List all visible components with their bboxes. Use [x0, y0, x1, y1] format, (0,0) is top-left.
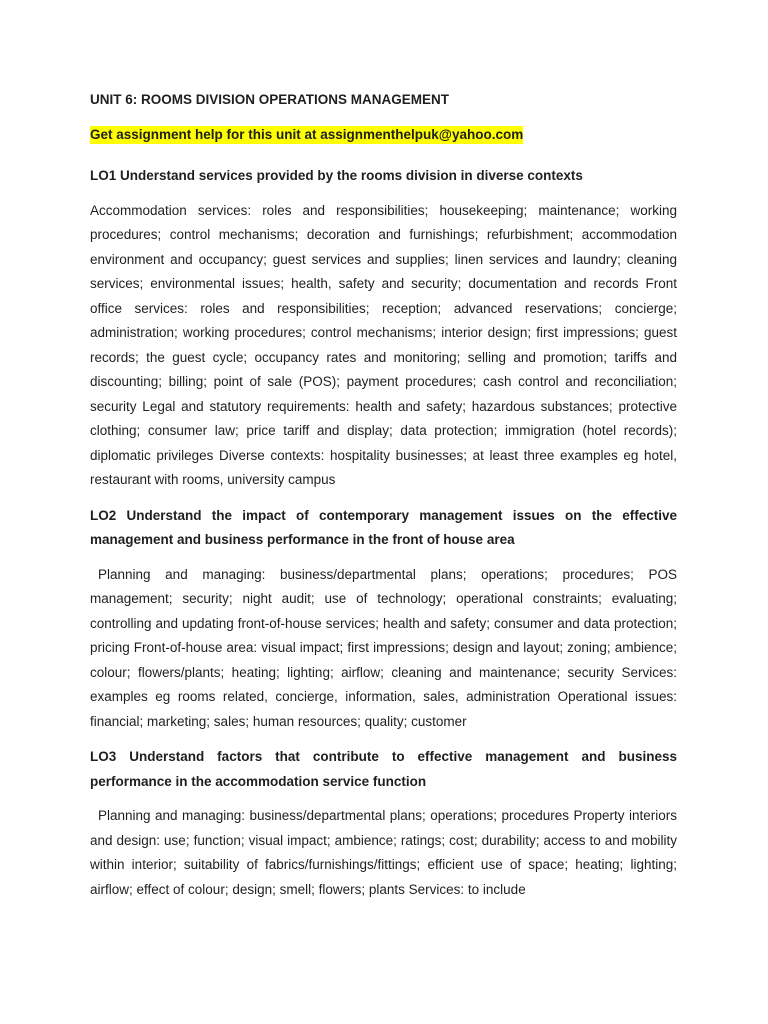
section-body-lo3: Planning and managing: business/departmental plans; operations; procedures Property interiors and design: use; function; visual impact; ambience; ratings; cost; durability; access to and mobility within interior; suitability of fabrics/furnishings/fittings; efficient use of space; heating; lighting; airflow; effect of colour; design; smell; flowers; plants Services: to include: [90, 808, 677, 897]
section-body-lo2: Planning and managing: business/departmental plans; operations; procedures; POS management; security; night audit; use of technology; operational constraints; evaluating; controlling and updating front-of-house services; health and safety; consumer and data protection; pricing Front-of-house area: visual impact; first impressions; design and layout; zoning; ambience; colour; flowers/plants; heating; lighting; airflow; cleaning and maintenance; security Services: examples eg rooms related, concierge, information, sales, administration Operational issues: financial; marketing; sales; human resources; quality; customer: [90, 566, 677, 729]
document-title: UNIT 6: ROOMS DIVISION OPERATIONS MANAGEMENT: [90, 92, 450, 107]
document-page: [90, 88, 677, 913]
section-heading-lo2: LO2 Understand the impact of contemporary management issues on the effective management and business performance in the front of house area: [90, 507, 677, 547]
section-body-lo1: Accommodation services: roles and responsibilities; housekeeping; maintenance; working procedures; control mechanisms; decoration and furnishings; refurbishment; accommodation environment and occupancy; guest services and supplies; linen services and laundry; cleaning services; environmental issues; health, safety and security; documentation and records Front office services: roles and responsibilities; reception; advanced reservations; concierge; administration; working procedures; control mechanisms; interior design; first impressions; guest records; the guest cycle; occupancy rates and monitoring; selling and promotion; tariffs and discounting; billing; point of sale (POS); payment procedures; cash control and reconciliation; security Legal and statutory requirements: health and safety; hazardous substances; protective clothing; consumer law; price tariff and display; data protection; immigration (hotel records); diplomatic privileges Diverse contexts: hospitality businesses; at least three examples eg hotel, restaurant with rooms, university campus: [90, 202, 677, 487]
section-heading-lo1: LO1 Understand services provided by the rooms division in diverse contexts: [90, 168, 583, 183]
section-heading-lo3: LO3 Understand factors that contribute to effective management and business performance in the accommodation service function: [90, 749, 677, 789]
assignment-help-highlight: Get assignment help for this unit at assignmenthelpuk@yahoo.com: [90, 127, 524, 142]
